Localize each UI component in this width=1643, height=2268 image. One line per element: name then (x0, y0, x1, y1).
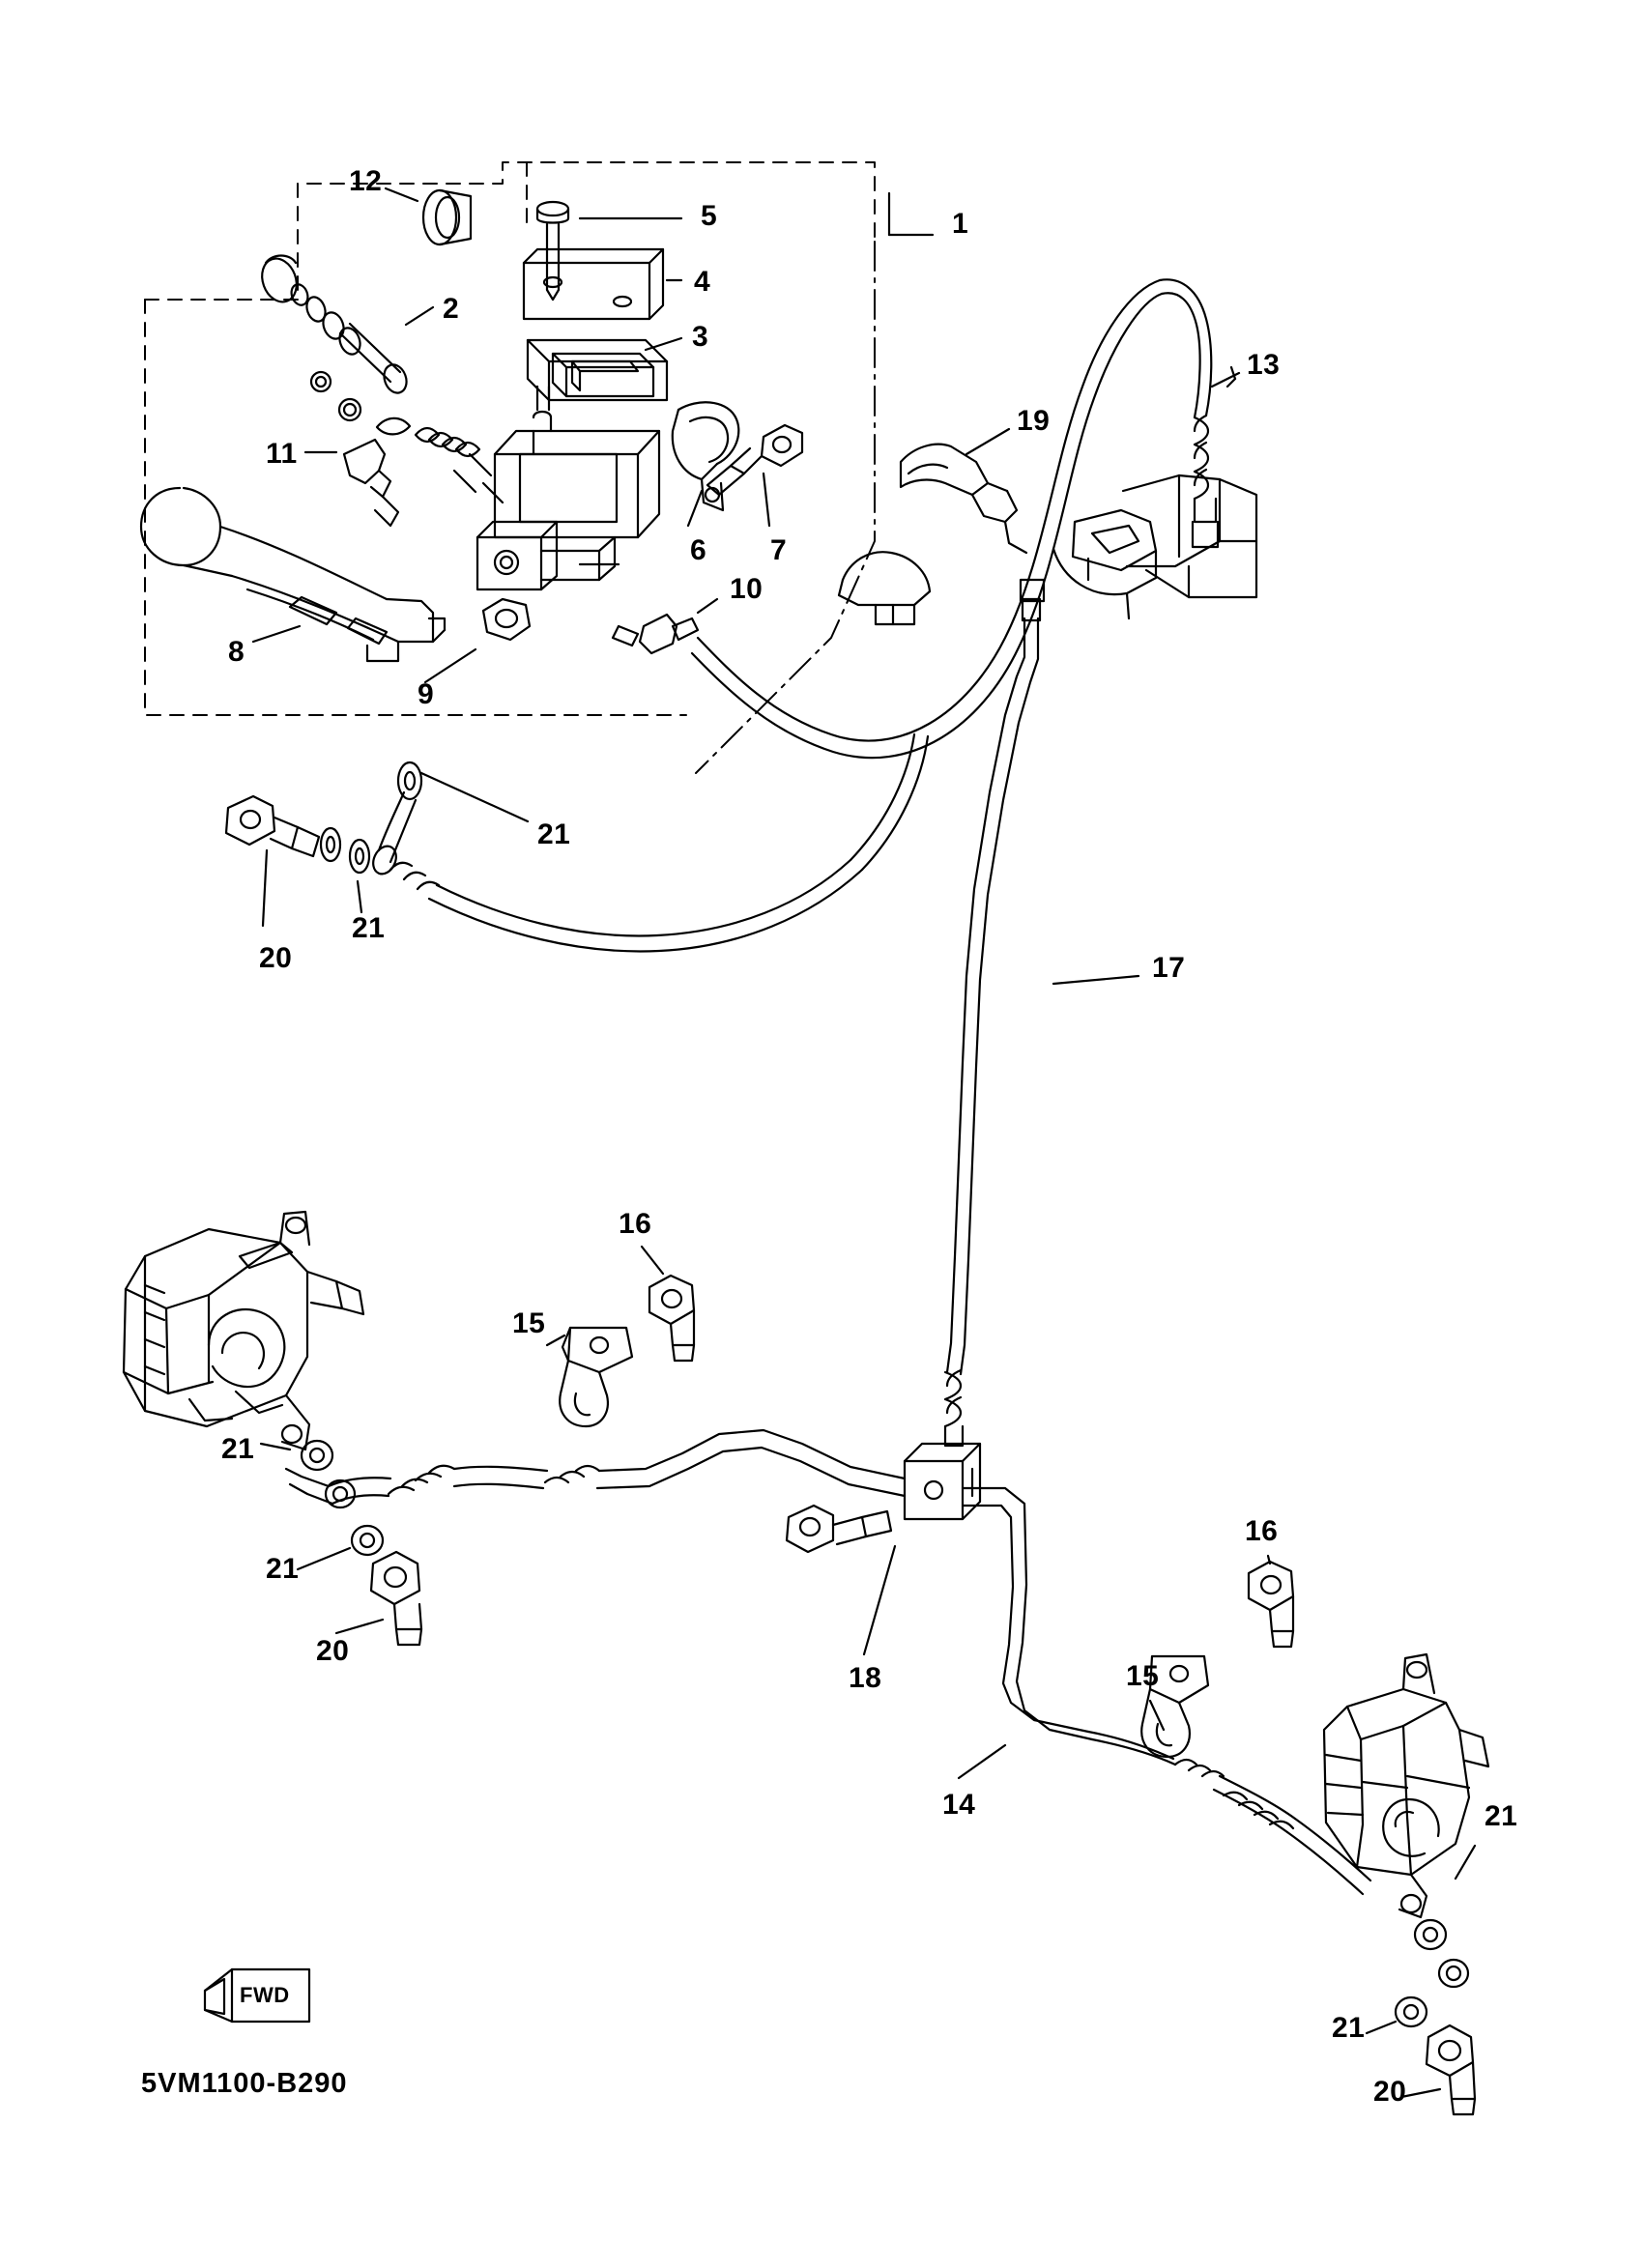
pipe-to-left-caliper (286, 1430, 905, 1504)
leader-1 (889, 193, 933, 235)
leader-10 (698, 599, 717, 613)
leader-7 (764, 474, 769, 526)
callout-21-c: 21 (221, 1433, 255, 1465)
leader-18 (864, 1546, 895, 1654)
leader-21-left-caliper-a (261, 1444, 290, 1450)
callout-15: 15 (512, 1307, 546, 1339)
callout-5: 5 (701, 200, 718, 232)
part-18-junction-block (905, 1444, 980, 1519)
part-21-washers-right (1396, 1920, 1468, 2026)
part-14-pipe (963, 1488, 1370, 1894)
part-8-brake-lever (141, 488, 445, 661)
callout-2: 2 (443, 293, 460, 325)
leader-9 (425, 649, 476, 682)
callout-14: 14 (942, 1789, 976, 1821)
callout-3: 3 (692, 321, 709, 353)
callout-13: 13 (1247, 349, 1281, 381)
leader-21-right-b (1367, 2022, 1396, 2033)
leader-21-right-caliper (1456, 1846, 1475, 1879)
leader-14 (959, 1745, 1005, 1778)
part-11-bolt (344, 440, 398, 526)
leader-20-upper (263, 850, 267, 926)
callout-19: 19 (1017, 405, 1051, 437)
callout-21-b: 21 (352, 912, 386, 944)
part-9-nut (483, 599, 530, 640)
part-20-banjo-bolt-upper (226, 796, 319, 856)
leader-21-upper-a (421, 773, 528, 821)
callout-21-f: 21 (1332, 2012, 1366, 2044)
part-12-boot (423, 190, 471, 244)
master-cylinder-body (477, 387, 659, 589)
part-10-union (613, 615, 698, 653)
callout-9: 9 (418, 678, 435, 710)
leader-20-left (336, 1620, 383, 1633)
leader-21-left-b (298, 1548, 350, 1569)
callout-11: 11 (266, 438, 298, 470)
frame-body (1123, 475, 1256, 597)
callout-21-e: 21 (1484, 1800, 1518, 1832)
part-18-bolt (787, 1506, 891, 1552)
callout-10: 10 (730, 573, 764, 605)
leader-20-right (1401, 2089, 1440, 2097)
hose-lower-left (390, 734, 928, 951)
callout-21-a: 21 (537, 818, 571, 850)
part-17-brake-pipe (945, 580, 1044, 1446)
callout-17: 17 (1152, 952, 1186, 984)
part-5-screw (537, 202, 568, 300)
part-20-banjo-bolt-left (371, 1552, 421, 1645)
part-13-brake-hose (692, 279, 1218, 758)
callout-6: 6 (690, 534, 707, 566)
part-4-cap (524, 249, 663, 319)
callout-20-c: 20 (1373, 2076, 1407, 2108)
part-15-clamp-left (560, 1328, 632, 1426)
part-20-banjo-bolt-right (1427, 2025, 1475, 2114)
callout-7: 7 (770, 534, 788, 566)
callout-16: 16 (619, 1208, 652, 1240)
callout-20-b: 20 (316, 1635, 350, 1667)
part-6-clamp (673, 402, 739, 510)
callout-12: 12 (349, 165, 383, 197)
leader-2 (406, 307, 433, 325)
callout-8: 8 (228, 636, 245, 668)
fwd-direction-label: FWD (240, 1983, 290, 2007)
part-19-holder (901, 445, 1026, 553)
leader-8 (253, 626, 300, 642)
callout-20-a: 20 (259, 942, 293, 974)
right-brake-caliper (1324, 1654, 1488, 1917)
part-16-bolt-right (1249, 1562, 1293, 1647)
callout-4: 4 (694, 266, 711, 298)
callout-1: 1 (952, 208, 969, 240)
leader-19 (966, 429, 1009, 454)
leader-21-upper-b (358, 881, 361, 912)
part-21-washers-upper (321, 762, 421, 877)
leader-15-left (547, 1335, 564, 1345)
callout-16-b: 16 (1245, 1515, 1279, 1547)
leader-16-left (642, 1247, 663, 1274)
callout-21-d: 21 (266, 1553, 300, 1585)
frame-bracket (1053, 510, 1156, 618)
leader-6 (688, 491, 702, 526)
part-16-bolt-left (649, 1276, 694, 1361)
left-brake-caliper (124, 1212, 363, 1450)
part-21-washers-left (302, 1441, 383, 1555)
callout-18: 18 (849, 1662, 882, 1694)
diagram-part-code: 5VM1100-B290 (141, 2068, 348, 2099)
callout-15-b: 15 (1126, 1660, 1160, 1692)
leader-17 (1053, 976, 1139, 984)
leader-12 (386, 188, 418, 201)
